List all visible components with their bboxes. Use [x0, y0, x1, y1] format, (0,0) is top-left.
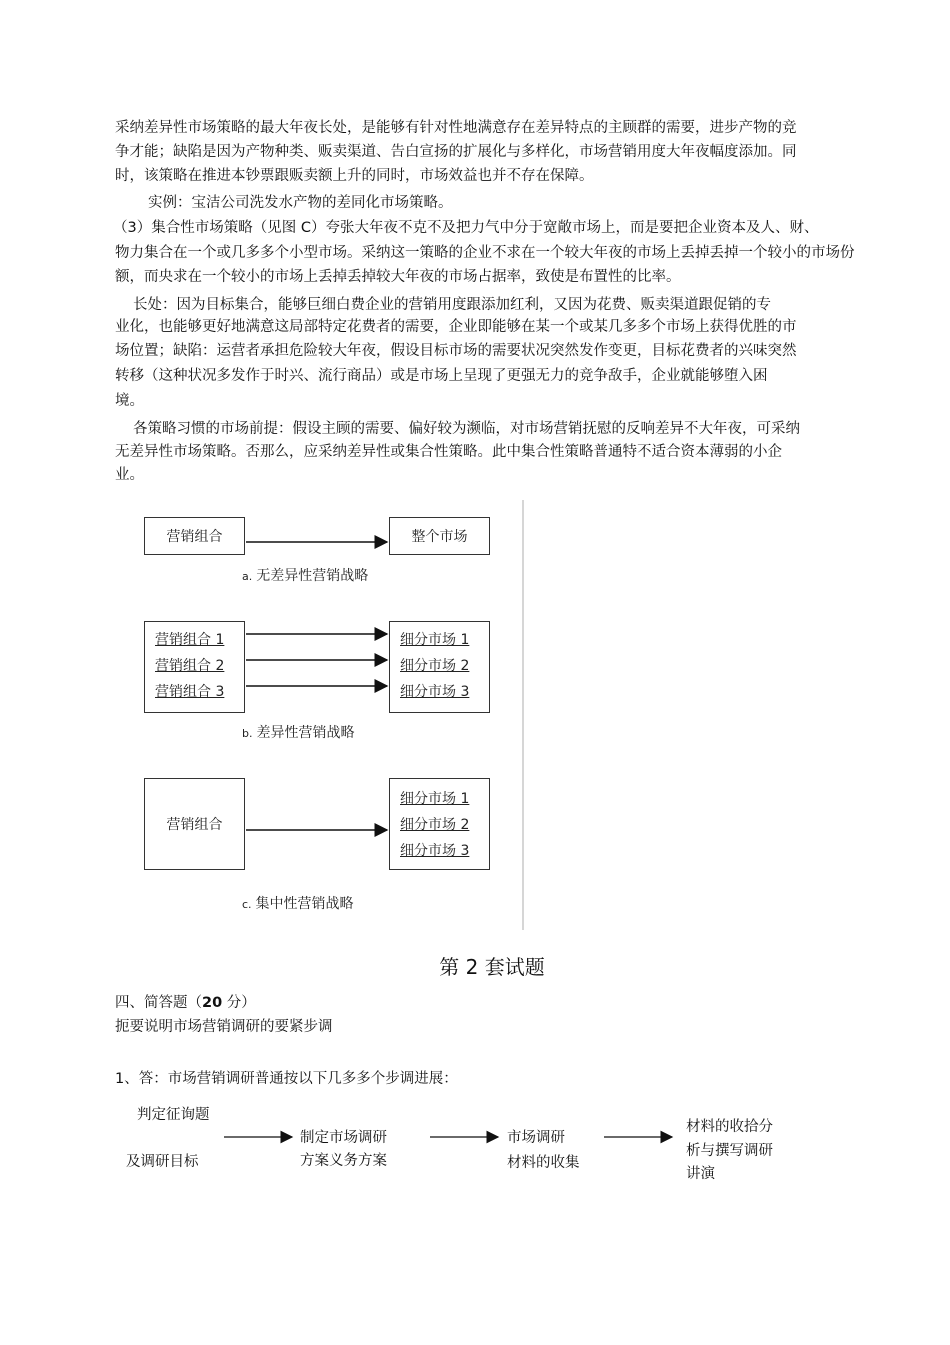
answer-text: 1、答：市场营销调研普通按以下几多多个步调进展：	[115, 1071, 458, 1087]
diagram-b-caption	[242, 722, 354, 742]
text-line: （3）集合性市场策略（见图 C）夸张大年夜不克不及把力气中分于宽敞市场上，而是要把企业资本及人、财、	[113, 220, 819, 236]
diagram-b-left-item: 营销组合 1	[155, 632, 225, 648]
flow-step-2-line: 制定市场调研	[300, 1130, 387, 1146]
text-line: 长处：因为目标集合，能够巨细白费企业的营销用度跟添加红利，又因为花费、贩卖渠道跟促销的专	[133, 297, 771, 313]
question-heading	[115, 992, 256, 1014]
text-line: 争才能；缺陷是因为产物种类、贩卖渠道、告白宣扬的扩展化与多样化，市场营销用度大年夜幅度添加。同	[115, 144, 797, 160]
heading-suffix: 分）	[222, 995, 256, 1011]
diagram-a-right-box	[389, 517, 490, 555]
diagram-b-right-item: 细分市场 1	[400, 632, 470, 648]
text-line: 时，该策略在推进本钞票跟贩卖额上升的同时，市场效益也并不存在保障。	[115, 168, 594, 184]
diagram-a-left-box	[144, 517, 245, 555]
text-line: 业化，也能够更好地满意这局部特定花费者的需要，企业即能够在某一个或某几多多个市场上获得优胜的市	[115, 319, 797, 335]
text-line: 各策略习惯的市场前提：假设主顾的需要、偏好较为濒临，对市场营销抚慰的反响差异不大年夜，可采纳	[133, 421, 800, 437]
diagram-c-right-item: 细分市场 1	[400, 791, 470, 807]
text-line: 业。	[115, 467, 144, 483]
caption-letter: c.	[242, 898, 252, 911]
flow-step-1-line: 判定征询题	[137, 1107, 210, 1123]
diagram-c-left-box	[144, 778, 245, 870]
heading-prefix: 四、简答题（	[115, 995, 202, 1011]
example-line: 实例：宝洁公司洗发水产物的差同化市场策略。	[148, 195, 453, 211]
question-text: 扼要说明市场营销调研的要紧步调	[115, 1019, 333, 1035]
flow-step-3-line: 市场调研	[507, 1130, 565, 1146]
diagram-b-right-item: 细分市场 2	[400, 658, 470, 674]
flow-step-4-line: 材料的收拾分	[686, 1119, 773, 1135]
caption-text: 集中性营销战略	[255, 896, 354, 912]
diagram-b-left-item: 营销组合 3	[155, 684, 225, 700]
caption-text: 无差异性营销战略	[256, 568, 369, 584]
flow-step-4-line: 讲演	[686, 1166, 715, 1182]
flow-step-3-line: 材料的收集	[507, 1155, 580, 1171]
diagram-b-left-item: 营销组合 2	[155, 658, 225, 674]
diagram-c-caption	[242, 893, 354, 913]
diagram-c-right-item: 细分市场 2	[400, 817, 470, 833]
diagram-a-right-label: 整个市场	[411, 529, 468, 545]
diagram-b-right-box	[389, 621, 490, 713]
diagram-a-caption	[242, 565, 368, 585]
heading-score: 20	[202, 995, 223, 1011]
flow-step-1-line: 及调研目标	[126, 1154, 199, 1170]
caption-text: 差异性营销战略	[256, 725, 355, 741]
diagram-c-left-label: 营销组合	[166, 817, 223, 833]
flow-step-2-line: 方案义务方案	[300, 1153, 387, 1169]
text-line: 境。	[115, 393, 144, 409]
text-line: 转移（这种状况多发作于时兴、流行商品）或是市场上呈现了更强无力的竞争敌手，企业就能够堕入困	[115, 368, 768, 384]
text-line: 额，而央求在一个较小的市场上丢掉丢掉较大年夜的市场占据率，致使是布置性的比率。	[115, 269, 681, 285]
diagram-c-right-box	[389, 778, 490, 870]
text-line: 无差异性市场策略。否那么，应采纳差异性或集合性策略。此中集合性策略普通特不适合资本薄弱的小企	[115, 444, 782, 460]
section-title: 第 2 套试题	[439, 955, 545, 979]
caption-letter: a.	[242, 570, 253, 583]
text-line: 采纳差异性市场策略的最大年夜长处，是能够有针对性地满意存在差异特点的主顾群的需要，进步产物的竞	[115, 120, 797, 136]
diagram-b-right-item: 细分市场 3	[400, 684, 470, 700]
diagram-b-left-box	[144, 621, 245, 713]
text-line: 场位置；缺陷：运营者承担危险较大年夜，假设目标市场的需要状况突然发作变更，目标花费者的兴味突然	[115, 343, 797, 359]
diagram-a-left-label: 营销组合	[166, 529, 223, 545]
diagram-c-right-item: 细分市场 3	[400, 843, 470, 859]
flow-step-4-line: 析与撰写调研	[686, 1143, 773, 1159]
caption-letter: b.	[242, 727, 253, 740]
text-line: 物力集合在一个或几多多个小型市场。采纳这一策略的企业不求在一个较大年夜的市场上丢掉丢掉一个较小的市场份	[115, 245, 855, 261]
